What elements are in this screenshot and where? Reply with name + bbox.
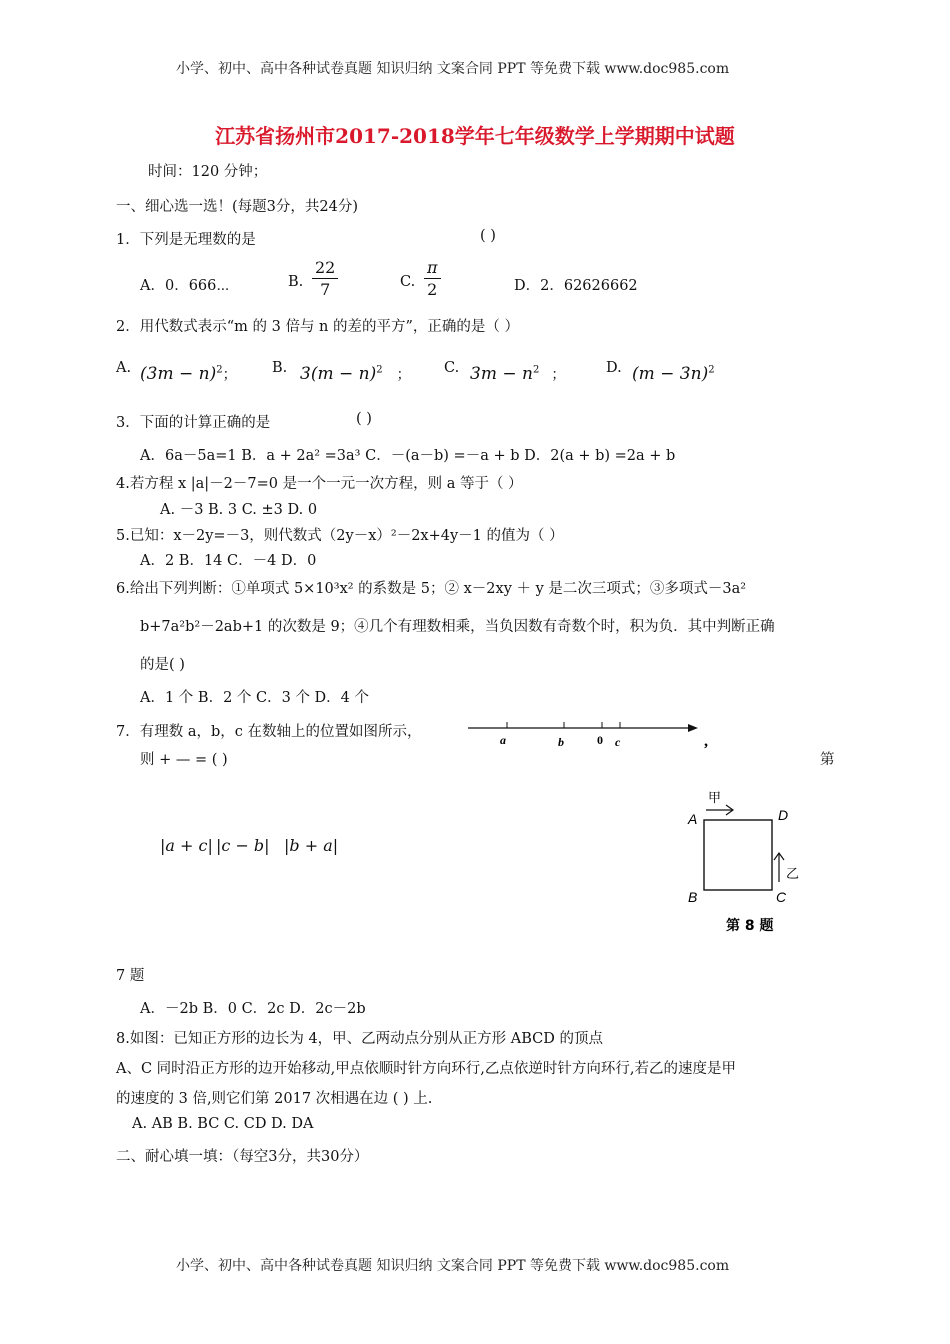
q8-line-2: A、C 同时沿正方形的边开始移动,甲点依顺时针方向环行,乙点依逆时针方向环行,若乙的速度是甲: [116, 1061, 736, 1077]
q7-line-2: 则 + — = ( ): [140, 752, 228, 768]
square-abcd: [704, 820, 772, 890]
q1-b-denominator: 7: [320, 280, 331, 299]
number-line-arrow: [688, 724, 698, 732]
axis-label-a: a: [500, 733, 506, 747]
q1-stem: 1．下列是无理数的是: [116, 232, 256, 248]
q2-option-b: [300, 364, 411, 384]
page-header: 小学、初中、高中各种试卷真题 知识归纳 文案合同 PPT 等免费下载 www.doc985.com: [176, 61, 730, 77]
q7-label: 7 题: [116, 968, 145, 984]
q8-line-1: 8.如图：已知正方形的边长为 4，甲、乙两动点分别从正方形 ABCD 的顶点: [116, 1031, 604, 1047]
q6-line-1: 6.给出下列判断：①单项式 5×10³x² 的系数是 5；② x－2xy ＋ y 是二次三项式；③多项式－3a²: [116, 581, 747, 597]
q1-option-b-fraction: [312, 258, 338, 301]
q1-option-c-fraction: [424, 258, 441, 301]
q2-stem: 2．用代数式表示“m 的 3 倍与 n 的差的平方”，正确的是（ ）: [116, 319, 520, 335]
q7-number-line: [462, 716, 722, 756]
q7-abs-2: |c − b|: [216, 836, 270, 855]
q2-b-expr: 3(m − n): [300, 364, 377, 384]
q1-c-denominator: 2: [427, 280, 438, 299]
q1-option-c-label: C.: [400, 274, 416, 290]
q7-stem: 7．有理数 a，b，c 在数轴上的位置如图所示，: [116, 724, 422, 740]
q2-a-expr: (3m − n): [140, 364, 217, 384]
exam-time: 时间：120 分钟；: [148, 164, 268, 180]
q1-c-numerator: π: [424, 258, 441, 279]
q4-stem: 4.若方程 x |a|－2－7=0 是一个一元一次方程，则 a 等于（ ）: [116, 476, 523, 492]
q1-paren: ( ): [480, 228, 496, 244]
q2-b-exponent: 2: [376, 364, 383, 376]
q5-options: A．2 B．14 C．－4 D．0: [140, 553, 317, 569]
q2-c-expr: 3m − n: [470, 364, 533, 384]
q2-option-d-label: D.: [606, 360, 622, 376]
q2-d-exponent: 2: [708, 364, 715, 376]
page-title: 江苏省扬州市2017-2018学年七年级数学上学期期中试题: [215, 124, 735, 148]
q2-c-exponent: 2: [532, 364, 540, 376]
vertex-d: D: [778, 807, 789, 823]
q6-line-3: 的是( ): [140, 657, 185, 673]
section-2-heading: 二、耐心填一填：（每空3分，共30分）: [116, 1149, 369, 1165]
axis-label-b: b: [558, 735, 564, 749]
axis-label-0: 0: [597, 733, 603, 747]
q8-options: A. AB B. BC C. CD D. DA: [132, 1116, 314, 1132]
q2-d-expr: (m − 3n): [632, 364, 709, 384]
page-footer: 小学、初中、高中各种试卷真题 知识归纳 文案合同 PPT 等免费下载 www.doc985.com: [176, 1258, 730, 1274]
q2-b-semicolon: ；: [396, 367, 411, 383]
q1-option-b-label: B.: [288, 274, 304, 290]
q2-c-semicolon: ；: [551, 367, 566, 383]
q1-b-numerator: 22: [312, 258, 338, 279]
vertex-c: C: [776, 889, 787, 905]
q7-abs-1: |a + c|: [160, 836, 213, 855]
q3-options: A．6a－5a=1 B．a + 2a² =3a³ C．－(a－b) =－a + b D．2(a + b) =2a + b: [140, 448, 676, 464]
section-1-heading: 一、细心选一选！(每题3分，共24分): [116, 199, 358, 215]
q4-options: A. －3 B. 3 C. ±3 D. 0: [160, 502, 318, 518]
q2-option-a-label: A.: [116, 360, 132, 376]
q2-option-d: [632, 364, 715, 384]
q3-paren: ( ): [356, 411, 372, 427]
q7-options: A．－2b B．0 C．2c D．2c－2b: [140, 1001, 366, 1017]
q7-trailing: 第: [820, 752, 835, 768]
svg-text:,: ,: [704, 733, 708, 750]
vertex-b: B: [688, 889, 698, 905]
axis-label-c: c: [615, 735, 621, 749]
label-jia: 甲: [708, 791, 722, 806]
q6-options: A．1 个 B．2 个 C．3 个 D．4 个: [140, 690, 370, 706]
q8-line-3: 的速度的 3 倍,则它们第 2017 次相遇在边 ( ) 上.: [116, 1091, 433, 1107]
q2-option-c-label: C.: [444, 360, 460, 376]
q2-option-b-label: B.: [272, 360, 288, 376]
q1-option-a: A．0．666⋯: [140, 278, 230, 294]
q6-line-2: b+7a²b²－2ab+1 的次数是 9；④几个有理数相乘，当负因数有奇数个时，积为负．其中判断正确: [140, 619, 775, 635]
q2-option-c: [470, 364, 565, 384]
label-yi: 乙: [786, 867, 800, 882]
q3-stem: 3．下面的计算正确的是: [116, 415, 271, 431]
q8-figure: [680, 786, 820, 938]
q5-stem: 5.已知：x－2y=－3，则代数式（2y－x）²－2x+4y－1 的值为（ ）: [116, 528, 564, 544]
q2-a-semicolon: ；: [222, 367, 237, 383]
q7-abs-3: |b + a|: [284, 836, 339, 855]
q1-option-d: D．2．62626662: [514, 278, 638, 294]
q2-a-exponent: 2: [216, 364, 223, 376]
q2-option-a: [140, 364, 237, 384]
figure-caption: 第 8 题: [726, 918, 774, 934]
vertex-a: A: [688, 811, 698, 827]
